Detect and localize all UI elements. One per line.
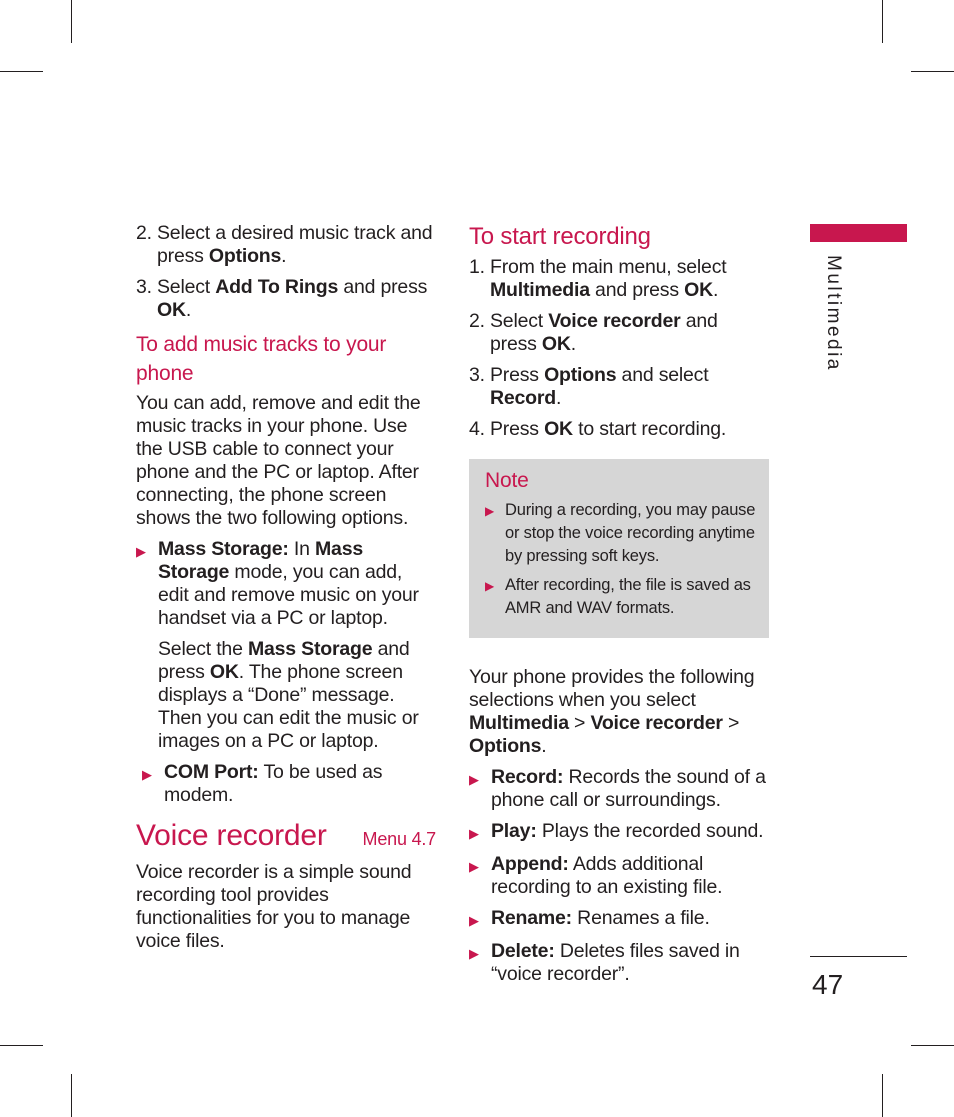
right-triangle-icon: ▶: [469, 913, 479, 928]
right-triangle-icon: ▶: [485, 504, 495, 518]
bullet-text: Delete: Deletes files saved in “voice recorder”.: [491, 940, 740, 985]
step-number: 2.: [469, 310, 485, 332]
side-label-text: Multimedia: [823, 255, 844, 372]
step-number: 2.: [136, 222, 152, 244]
bullet-item: [136, 761, 436, 807]
crop-mark: [882, 0, 883, 43]
bullet-item: [469, 853, 769, 899]
step-text: Select Voice recorder and press OK.: [490, 310, 718, 355]
crop-mark: [882, 1074, 883, 1117]
bullet-text: Rename: Renames a file.: [491, 907, 710, 929]
paragraph: Your phone provides the following selections when you select Multimedia > Voice recorder > Options.: [469, 666, 755, 757]
note-text: During a recording, you may pause or stop the voice recording anytime by pressing soft keys.: [505, 501, 756, 565]
left-column: [136, 222, 436, 961]
right-triangle-icon: ▶: [136, 544, 146, 559]
step-number: 1.: [469, 256, 485, 278]
right-triangle-icon: ▶: [469, 772, 479, 787]
crop-mark: [0, 71, 43, 72]
subheading: To start recording: [469, 223, 651, 250]
right-triangle-icon: ▶: [469, 946, 479, 961]
bullet-item: [469, 766, 769, 812]
step-number: 4.: [469, 418, 485, 440]
bullet-text: Append: Adds additional recording to an existing file.: [491, 853, 723, 898]
crop-mark: [0, 1045, 43, 1046]
section-title: Voice recorder: [136, 819, 327, 852]
right-triangle-icon: ▶: [469, 826, 479, 841]
step-number: 3.: [469, 364, 485, 386]
bullet-text: Mass Storage: In Mass Storage mode, you can add, edit and remove music on your handset via a PC or laptop.: [158, 538, 419, 629]
step-text: Press OK to start recording.: [490, 418, 727, 440]
section-tab: [810, 224, 907, 242]
crop-mark: [71, 0, 72, 43]
step-item: [469, 364, 769, 410]
right-triangle-icon: ▶: [142, 767, 152, 782]
crop-mark: [911, 1045, 954, 1046]
right-triangle-icon: ▶: [469, 859, 479, 874]
step-text: From the main menu, select Multimedia and press OK.: [490, 256, 727, 301]
side-label: [818, 255, 848, 385]
step-text: Select a desired music track and press Options.: [157, 222, 433, 267]
step-item: [136, 222, 436, 268]
bullet-item: [136, 538, 436, 630]
note-text: After recording, the file is saved as AMR and WAV formats.: [505, 576, 751, 617]
page-number: 47: [812, 969, 844, 1000]
crop-mark: [71, 1074, 72, 1117]
paragraph: Voice recorder is a simple sound recording tool provides functionalities for you to manage voice files.: [136, 861, 412, 952]
subheading: To add music tracks to your phone: [136, 333, 387, 385]
step-item: [469, 310, 769, 356]
bullet-text: Play: Plays the recorded sound.: [491, 820, 764, 842]
right-column: [469, 222, 769, 994]
note-item: [485, 499, 759, 568]
crop-mark: [911, 71, 954, 72]
paragraph: You can add, remove and edit the music tracks in your phone. Use the USB cable to connect your phone and the PC or laptop. After connecting, the phone screen shows the two following options.: [136, 392, 421, 529]
section-title-row: [136, 819, 436, 853]
menu-reference: Menu 4.7: [362, 829, 436, 849]
step-text: Select Add To Rings and press OK.: [157, 276, 428, 321]
bullet-item: [469, 907, 769, 932]
note-box: [469, 459, 769, 638]
bullet-text: Record: Records the sound of a phone call or surroundings.: [491, 766, 766, 811]
note-title: Note: [485, 469, 529, 492]
step-item: [469, 256, 769, 302]
step-text: Press Options and select Record.: [490, 364, 709, 409]
page-number-rule: [810, 956, 907, 957]
paragraph: Select the Mass Storage and press OK. The phone screen displays a “Done” message. Then you can edit the music or images on a PC or laptop.: [158, 638, 419, 752]
bullet-item: [469, 820, 769, 845]
bullet-item: [469, 940, 769, 986]
right-triangle-icon: ▶: [485, 579, 495, 593]
bullet-text: COM Port: To be used as modem.: [164, 761, 383, 806]
step-item: [136, 276, 436, 322]
step-number: 3.: [136, 276, 152, 298]
step-item: [469, 418, 769, 441]
note-item: [485, 574, 759, 620]
